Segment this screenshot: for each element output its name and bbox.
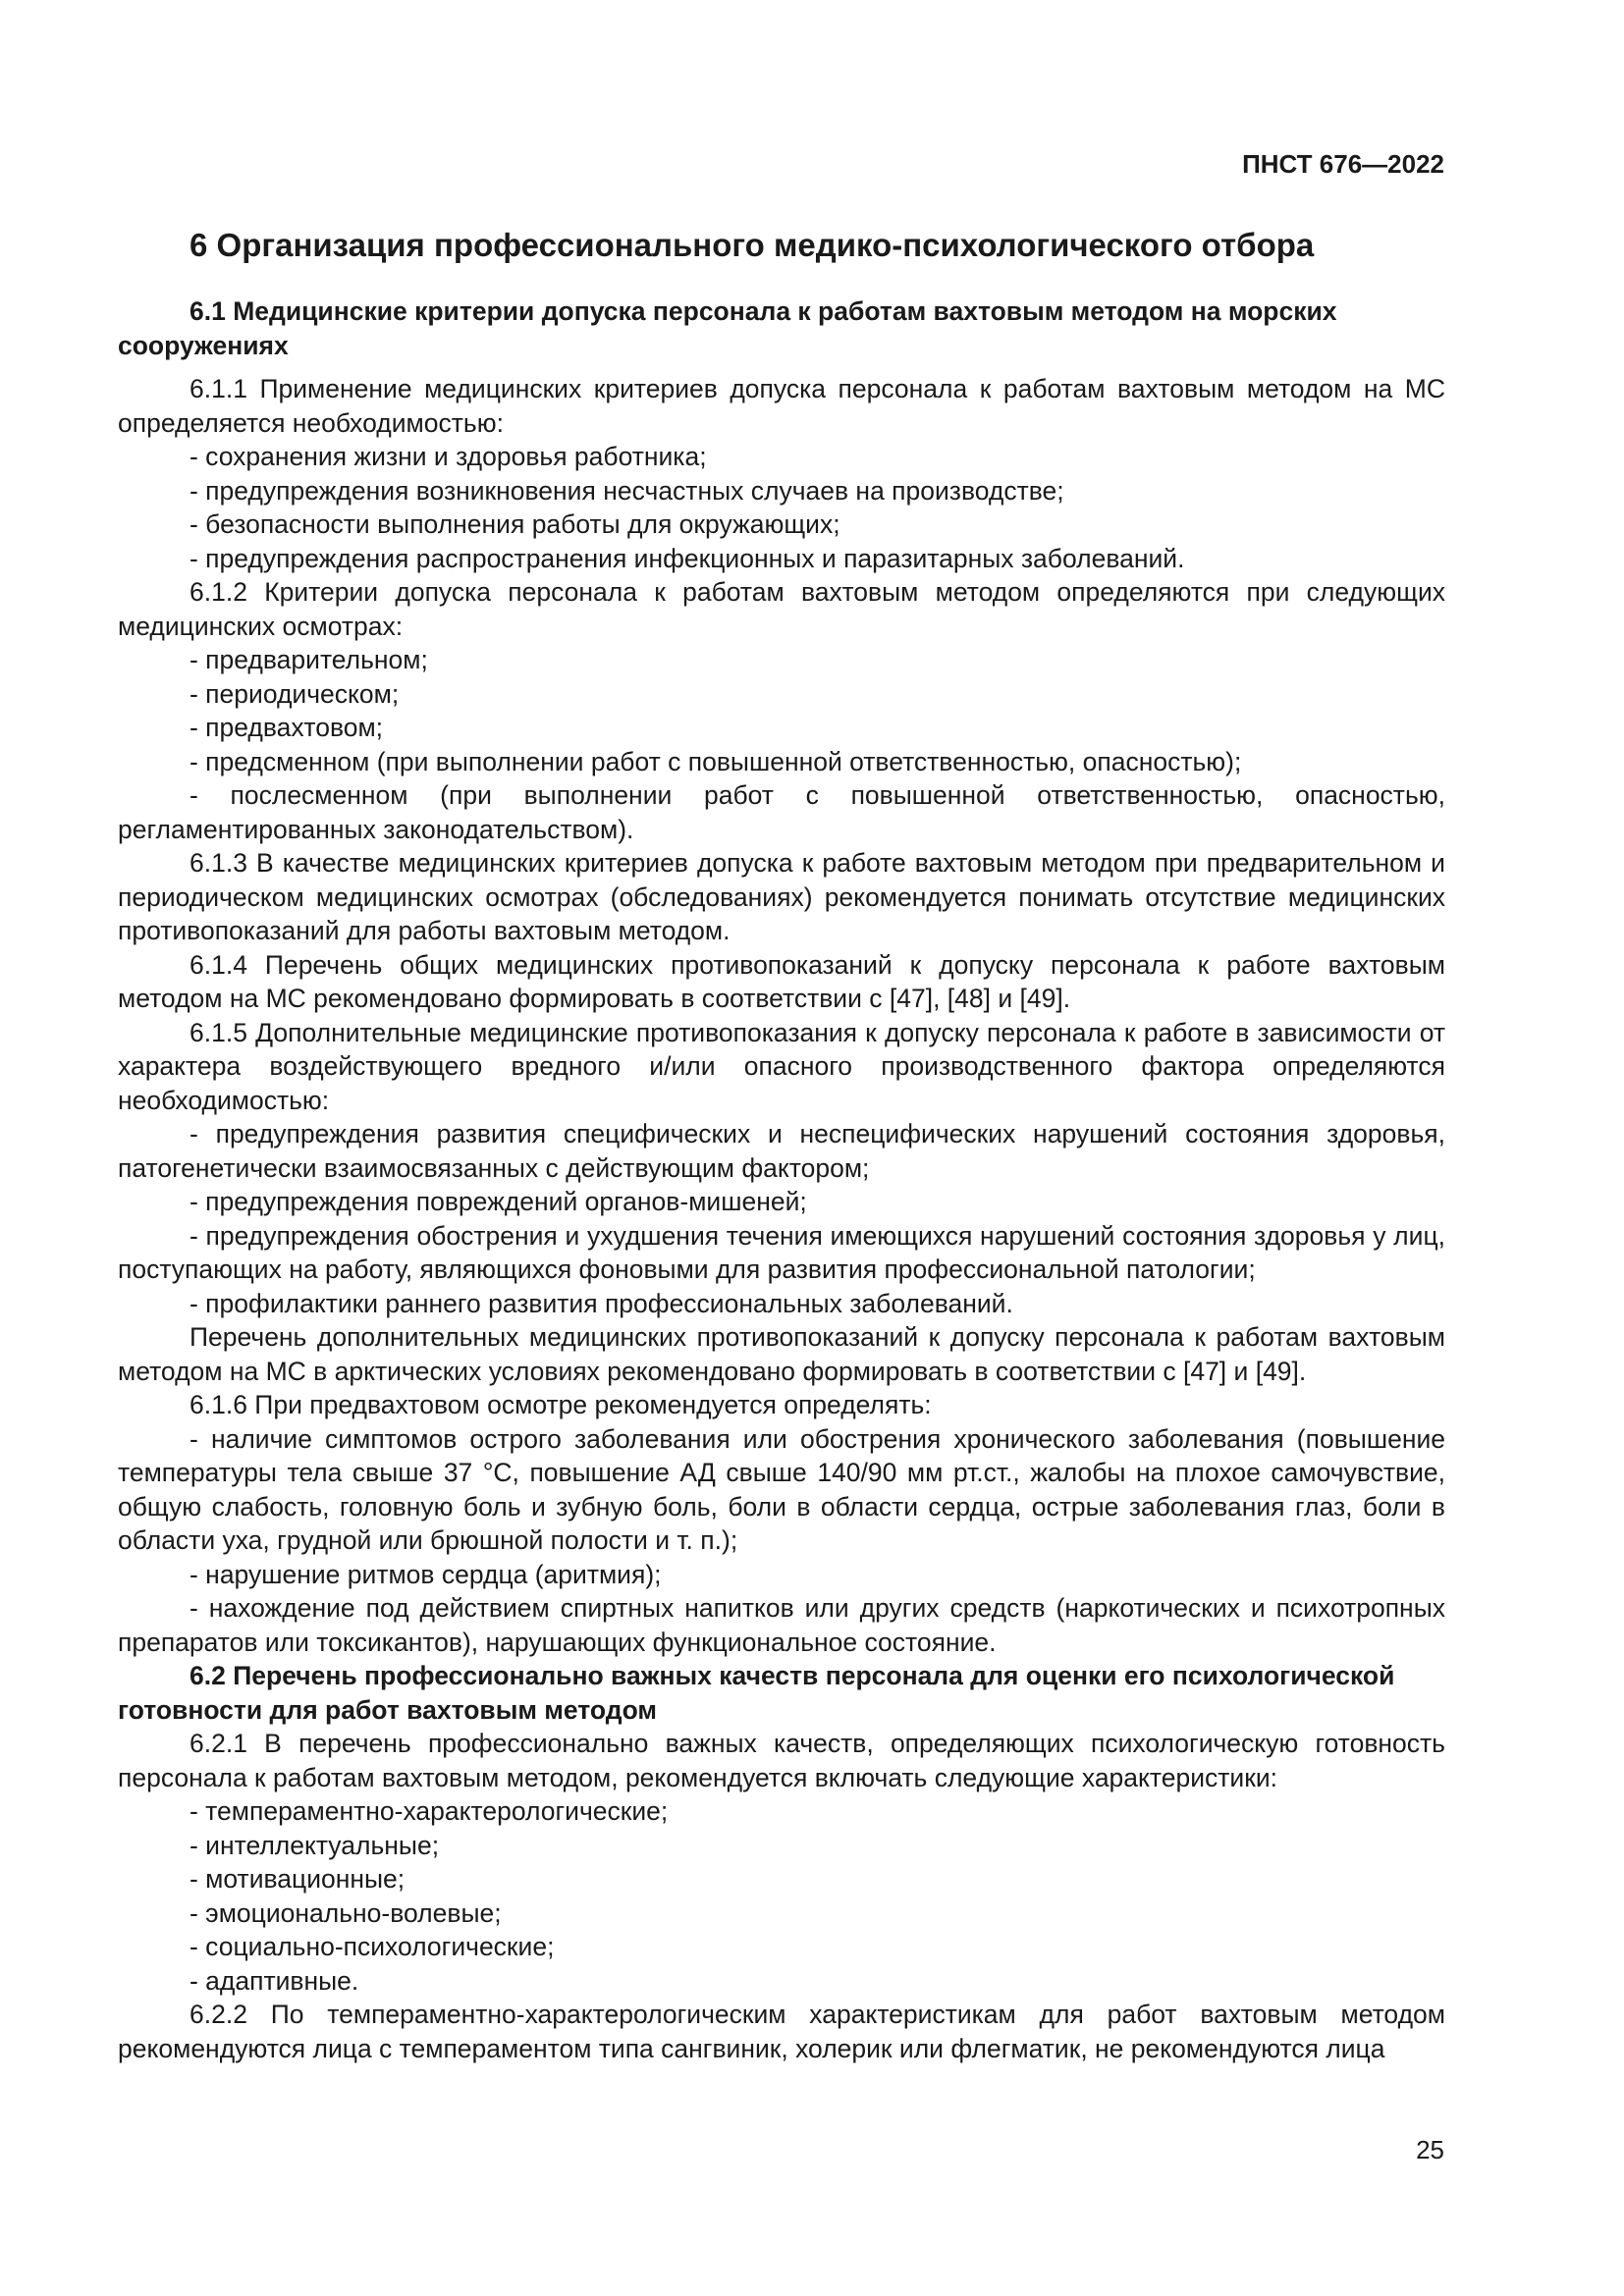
list-item: - предварительном; (189, 645, 428, 674)
document-code: ПНСТ 676—2022 (1242, 149, 1444, 179)
list-item: - темпераментно-характерологические; (189, 1796, 669, 1826)
list-item: - адаптивные. (189, 1965, 359, 1996)
paragraph: 6.1.1 Применение медицинских критериев допуска персонала к работам вахтовым методом на МС определяется необходимостью: (118, 374, 1445, 438)
list-item: - предвахтовом; (189, 713, 384, 742)
section-title: 6 Организация профессионального медико-психологического отбора (189, 227, 1315, 263)
list-item: - нахождение под действием спиртных напитков или других средств (наркотических и психотропных препаратов или токсикантов), нарушающих функциональное состояние. (118, 1593, 1445, 1657)
list-item: - предупреждения распространения инфекционных и паразитарных заболеваний. (189, 543, 1185, 573)
list-item: - сохранения жизни и здоровья работника; (189, 442, 707, 471)
list-item: - мотивационные; (189, 1864, 406, 1894)
list-item: - социально-психологические; (189, 1932, 555, 1961)
paragraph: 6.2.2 По темпераментно-характерологическим характеристикам для работ вахтовым методом рекомендуются лица с темпераментом типа сангвиник, холерик или флегматик, не рекомендуются лица (118, 2000, 1445, 2063)
list-item: - предупреждения повреждений органов-мишеней; (189, 1187, 807, 1216)
list-item: - интеллектуальные; (189, 1830, 440, 1860)
list-item: - периодическом; (189, 678, 400, 709)
list-item: - безопасности выполнения работы для окружающих; (189, 509, 840, 539)
paragraph: 6.1.6 При предвахтовом осмотре рекомендуется определять: (189, 1390, 932, 1419)
subsection-title: 6.2 Перечень профессионально важных качеств персонала для оценки его психологической готовности для работ вахтовым методом (118, 1661, 1395, 1725)
list-item: - эмоционально-волевые; (189, 1897, 502, 1928)
paragraph: Перечень дополнительных медицинских противопоказаний к допуску персонала к работам вахтовым методом на МС в арктических условиях рекомендовано формировать в соответствии с [47] и [49]. (118, 1322, 1445, 1386)
paragraph: 6.1.4 Перечень общих медицинских противопоказаний к допуску персонала к работе вахтовым методом на МС рекомендовано формировать в соответствии с [47], [48] и [49]. (118, 949, 1445, 1013)
paragraph: 6.1.2 Критерии допуска персонала к работам вахтовым методом определяются при следующих медицинских осмотрах: (118, 577, 1445, 641)
list-item: - предупреждения обострения и ухудшения течения имеющихся нарушений состояния здоровья у лиц, поступающих на работу, являющихся фоновыми для развития профессиональной патологии; (118, 1220, 1445, 1284)
text-body (118, 294, 1445, 2065)
page-number: 25 (1416, 2135, 1444, 2164)
list-item: - профилактики раннего развития профессиональных заболеваний. (189, 1288, 1013, 1318)
list-item: - предупреждения развития специфических и неспецифических нарушений состояния здоровья, патогенетически взаимосвязанных с действующим фактором; (118, 1119, 1445, 1183)
list-item: - послесменном (при выполнении работ с повышенной ответственностью, опасностью, регламентированных законодательством). (118, 780, 1445, 844)
list-item: - предупреждения возникновения несчастных случаев на производстве; (189, 475, 1064, 506)
subsection-title: 6.1 Медицинские критерии допуска персонала к работам вахтовым методом на морских сооружениях (118, 296, 1337, 360)
list-item: - наличие симптомов острого заболевания или обострения хронического заболевания (повышение температуры тела свыше 37 °С, повышение АД свыше 140/90 мм рт.ст., жалобы на плохое самочувствие, общую слабость, головную боль и зубную боль, боли в области сердца, острые заболевания глаз, боли в области уха, грудной или брюшной полости и т. п.); (118, 1423, 1445, 1555)
paragraph: 6.1.3 В качестве медицинских критериев допуска к работе вахтовым методом при предварительном и периодическом медицинских осмотрах (обследованиях) рекомендуется понимать отсутствие медицинских противопоказаний для работы вахтовым методом. (118, 848, 1445, 945)
list-item: - нарушение ритмов сердца (аритмия); (189, 1559, 662, 1589)
paragraph: 6.2.1 В перечень профессионально важных качеств, определяющих психологическую готовность персонала к работам вахтовым методом, рекомендуется включать следующие характеристики: (118, 1729, 1445, 1792)
list-item: - предсменном (при выполнении работ с повышенной ответственностью, опасностью); (189, 746, 1242, 776)
paragraph: 6.1.5 Дополнительные медицинские противопоказания к допуску персонала к работе в зависимости от характера воздействующего вредного и/или опасного производственного фактора определяются необходимостью: (118, 1017, 1445, 1115)
page-content (118, 226, 1445, 2065)
